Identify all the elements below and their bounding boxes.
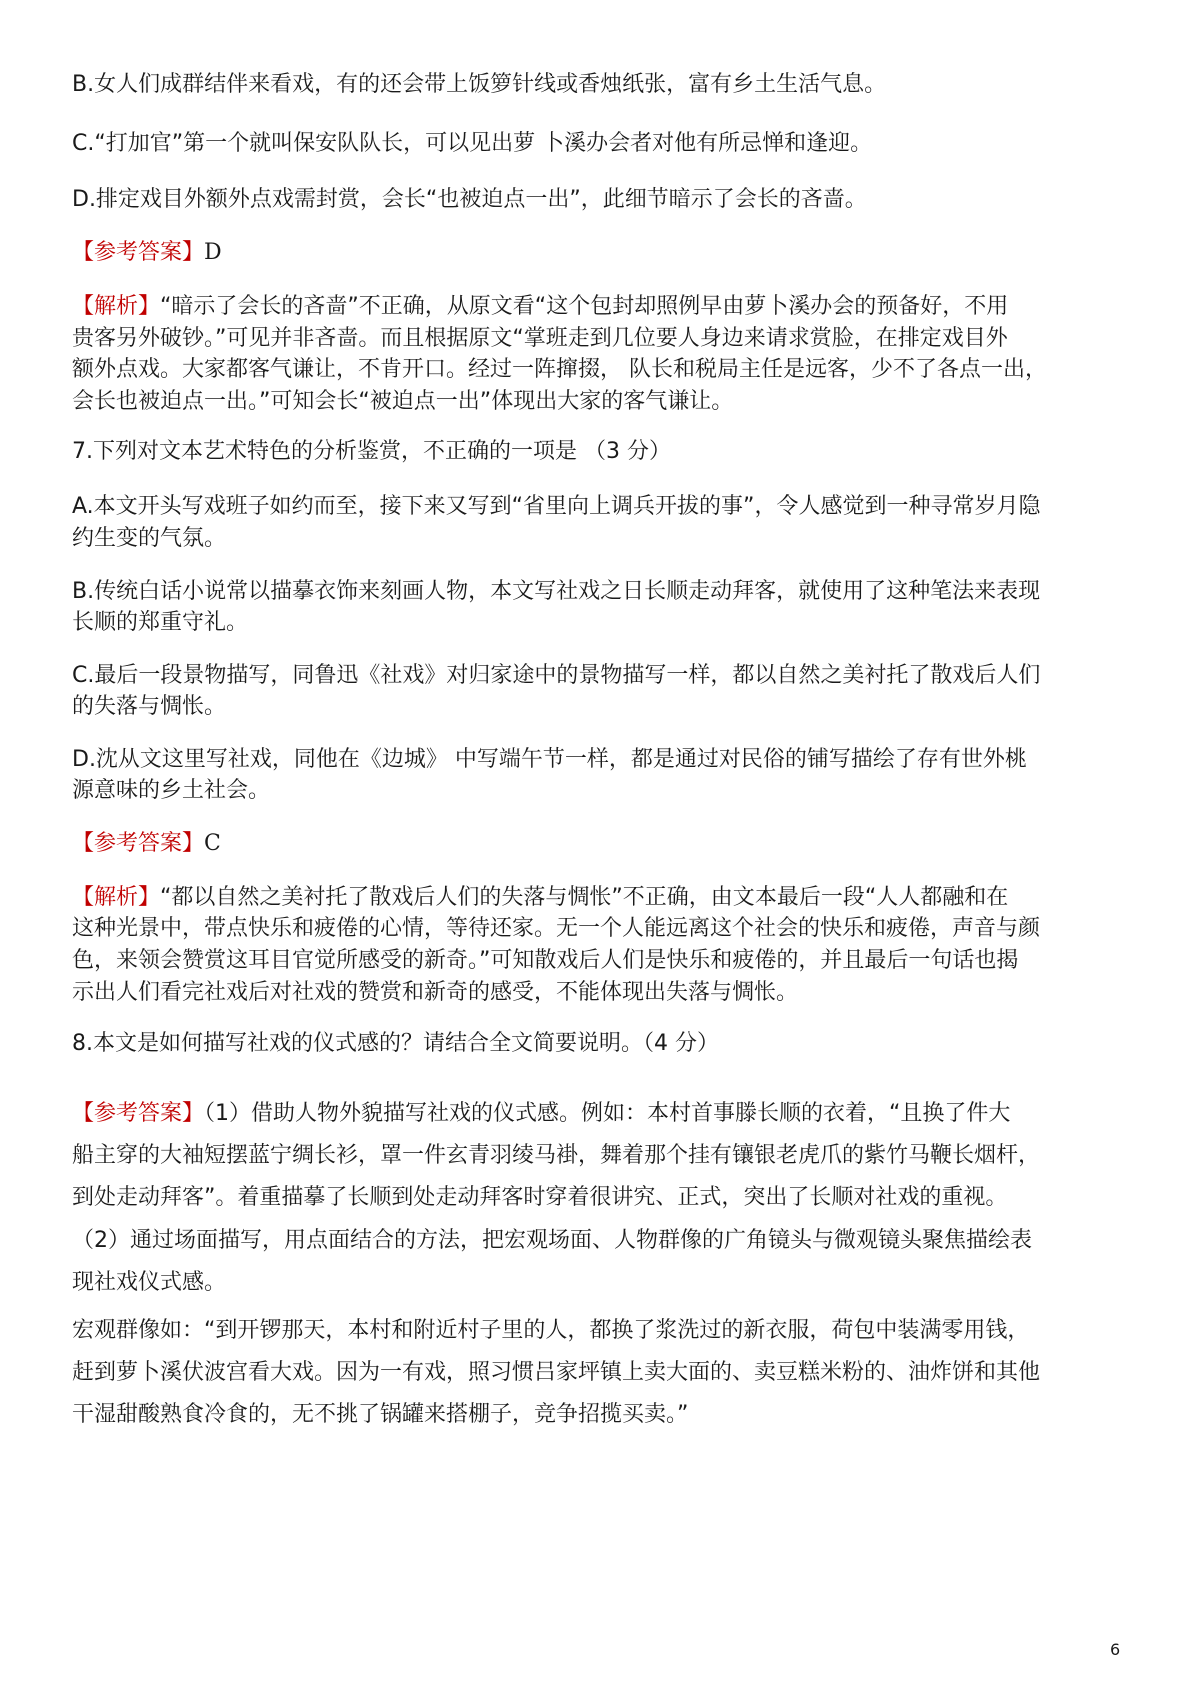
answer-value: C bbox=[204, 831, 221, 856]
q8-answer-line bbox=[72, 1097, 1132, 1131]
q8-answer-line: （2）通过场面描写，用点面结合的方法，把宏观场面、人物群像的广角镜头与微观镜头聚焦描绘表 bbox=[72, 1228, 1033, 1253]
q6-analysis-line bbox=[72, 290, 1132, 324]
q7-option-c: C.最后一段景物描写，同鲁迅《社戏》对归家途中的景物描写一样，都以自然之美衬托了散戏后人们 bbox=[72, 663, 1041, 688]
analysis-tag: 【解析】 bbox=[72, 885, 161, 910]
q7-option-c: 的失落与惆怅。 bbox=[72, 694, 227, 719]
q7-analysis-line bbox=[72, 881, 1132, 915]
q8-answer-line: 干湿甜酸熟食冷食的，无不挑了锅罐来搭棚子，竞争招揽买卖。” bbox=[72, 1402, 689, 1427]
q8-answer-line: 现社戏仪式感。 bbox=[72, 1270, 227, 1295]
q8-answer-line: 到处走动拜客”。着重描摹了长顺到处走动拜客时穿着很讲究、正式，突出了长顺对社戏的重视。 bbox=[72, 1185, 1008, 1210]
q8-question: 8.本文是如何描写社戏的仪式感的？请结合全文简要说明。（4 分） bbox=[72, 1031, 719, 1056]
analysis-text: “暗示了会长的吝啬”不正确，从原文看“这个包封却照例早由萝卜溪办会的预备好，不用 bbox=[160, 294, 1009, 319]
q7-option-a: 约生变的气氛。 bbox=[72, 526, 227, 551]
q8-answer-line: 船主穿的大袖短摆蓝宁绸长衫，罩一件玄青羽绫马褂，舞着那个挂有镶银老虎爪的紫竹马鞭长烟杆， bbox=[72, 1143, 1041, 1168]
q7-analysis-line: 示出人们看完社戏后对社戏的赞赏和新奇的感受，不能体现出失落与惆怅。 bbox=[72, 980, 799, 1005]
answer-text: （1）借助人物外貌描写社戏的仪式感。例如：本村首事滕长顺的衣着，“且换了件大 bbox=[204, 1101, 1011, 1126]
q7-option-d: 源意味的乡土社会。 bbox=[72, 778, 271, 803]
q7-option-d: D.沈从文这里写社戏，同他在《边城》 中写端午节一样，都是通过对民俗的铺写描绘了存有世外桃 bbox=[72, 747, 1027, 772]
q7-question: 7.下列对文本艺术特色的分析鉴赏，不正确的一项是 （3 分） bbox=[72, 439, 671, 464]
q6-analysis-line: 会长也被迫点一出。”可知会长“被迫点一出”体现出大家的客气谦让。 bbox=[72, 389, 734, 414]
q7-answer bbox=[72, 827, 1132, 861]
answer-tag: 【参考答案】 bbox=[72, 240, 205, 265]
q8-answer-line: 宏观群像如：“到开锣那天，本村和附近村子里的人，都换了浆洗过的新衣服，荷包中装满零用钱， bbox=[72, 1318, 1030, 1343]
q8-answer-line: 赶到萝卜溪伏波宫看大戏。因为一有戏，照习惯吕家坪镇上卖大面的、卖豆糕米粉的、油炸饼和其他 bbox=[72, 1360, 1041, 1385]
q6-analysis-line: 贵客另外破钞。”可见并非吝啬。而且根据原文“掌班走到几位要人身边来请求赏脸，在排定戏目外 bbox=[72, 326, 1008, 351]
q6-option-b: B.女人们成群结伴来看戏，有的还会带上饭箩针线或香烛纸张，富有乡土生活气息。 bbox=[72, 72, 887, 97]
answer-value: D bbox=[204, 240, 222, 265]
q6-analysis-line: 额外点戏。大家都客气谦让，不肯开口。经过一阵撺掇， 队长和税局主任是远客，少不了各点一出， bbox=[72, 357, 1047, 382]
answer-tag: 【参考答案】 bbox=[72, 831, 205, 856]
q7-option-a: A.本文开头写戏班子如约而至，接下来又写到“省里向上调兵开拔的事”，令人感觉到一种寻常岁月隐 bbox=[72, 494, 1041, 519]
analysis-text: “都以自然之美衬托了散戏后人们的失落与惆怅”不正确，由文本最后一段“人人都融和在 bbox=[160, 885, 1009, 910]
analysis-tag: 【解析】 bbox=[72, 294, 161, 319]
answer-tag: 【参考答案】 bbox=[72, 1101, 205, 1126]
q6-option-d: D.排定戏目外额外点戏需封赏，会长“也被迫点一出”，此细节暗示了会长的吝啬。 bbox=[72, 187, 867, 212]
q7-analysis-line: 这种光景中，带点快乐和疲倦的心情，等待还家。无一个人能远离这个社会的快乐和疲倦，声音与颜 bbox=[72, 916, 1041, 941]
q7-option-b: 长顺的郑重守礼。 bbox=[72, 610, 249, 635]
q7-analysis-line: 色，来领会赞赏这耳目官觉所感受的新奇。”可知散戏后人们是快乐和疲倦的，并且最后一句话也揭 bbox=[72, 948, 1019, 973]
q7-option-b: B.传统白话小说常以描摹衣饰来刻画人物，本文写社戏之日长顺走动拜客，就使用了这种笔法来表现 bbox=[72, 579, 1041, 604]
q6-option-c: C.“打加官”第一个就叫保安队队长，可以见出萝 卜溪办会者对他有所忌惮和逢迎。 bbox=[72, 131, 873, 156]
page-number: 6 bbox=[1110, 1640, 1121, 1659]
q6-answer bbox=[72, 236, 1132, 270]
